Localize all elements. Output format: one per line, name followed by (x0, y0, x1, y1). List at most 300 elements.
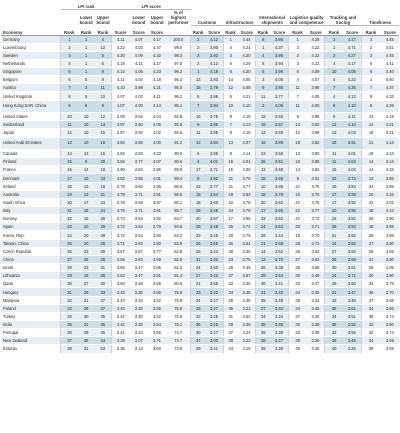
customs-rank-cell: 26 (191, 239, 205, 247)
score-lower-cell: 3.64 (130, 231, 148, 239)
pct-highest-cell: 83.9 (166, 239, 191, 247)
pct-highest-cell: 80.6 (166, 280, 191, 288)
logistics-quality-rank-cell: 22 (288, 207, 306, 215)
infrastructure-rank-cell: 26 (223, 239, 237, 247)
logistics-quality-rank-cell: 48 (288, 345, 306, 353)
rank-lower-cell: 10 (78, 137, 95, 150)
lpi-score-cell: 4.22 (111, 43, 129, 51)
timeliness-score-cell: 4.13 (381, 207, 399, 215)
customs-score-cell: 3.22 (205, 288, 223, 296)
infrastructure-rank-cell: 6 (223, 68, 237, 76)
logistics-quality-score-cell: 4.28 (307, 35, 325, 43)
lpi-rank-cell: 9 (61, 100, 78, 113)
table-row (1, 207, 399, 215)
customs-score-cell: 3.17 (205, 329, 223, 337)
score-lower-cell: 4.05 (130, 68, 148, 76)
score-lower-cell: 3.71 (130, 190, 148, 198)
lpi-score-cell: 4.11 (111, 35, 129, 43)
rank-upper-cell: 18 (95, 166, 112, 174)
logistics-quality-rank-cell: 6 (288, 68, 306, 76)
rank-lower-cell: 6 (78, 100, 95, 113)
score-header: Score (205, 25, 223, 35)
rank-upper-cell: 35 (95, 312, 112, 320)
shipments-score-cell: 3.86 (270, 51, 288, 59)
infrastructure-score-cell: 3.36 (238, 321, 256, 329)
tracking-score-cell: 4.04 (343, 166, 361, 174)
table-row (1, 255, 399, 263)
timeliness-rank-cell: 9 (361, 92, 381, 100)
tracking-score-cell: 4.11 (343, 113, 361, 121)
pct-highest-cell: 92.6 (166, 129, 191, 137)
pct-highest-cell: 95.0 (166, 84, 191, 92)
lpi-score-cell: 3.36 (111, 345, 129, 353)
logistics-quality-score-cell: 4.22 (307, 43, 325, 51)
customs-score-cell: 3.90 (205, 43, 223, 51)
score-lower-cell: 3.23 (130, 329, 148, 337)
logistics-quality-score-cell: 3.45 (307, 304, 325, 312)
infrastructure-rank-cell: 21 (223, 182, 237, 190)
customs-rank-cell: 32 (191, 312, 205, 320)
timeliness-rank-cell: 26 (361, 215, 381, 223)
economy-cell: India (1, 321, 61, 329)
shipments-score-cell: 3.67 (270, 121, 288, 129)
economy-cell: Canada (1, 150, 61, 158)
lpi-score-cell: 3.94 (111, 137, 129, 150)
shipments-rank-cell: 13 (256, 129, 270, 137)
logistics-quality-rank-cell: 27 (288, 255, 306, 263)
rank-lower-cell: 1 (78, 59, 95, 67)
shipments-rank-cell: 16 (256, 137, 270, 150)
shipments-score-cell: 3.66 (270, 174, 288, 182)
infrastructure-score-cell: 3.36 (238, 247, 256, 255)
customs-score-cell: 3.25 (205, 312, 223, 320)
customs-rank-cell: 2 (191, 59, 205, 67)
pct-highest-cell: 95.1 (166, 100, 191, 113)
logistics-quality-rank-cell: 3 (288, 59, 306, 67)
customs-score-cell: 3.55 (205, 280, 223, 288)
infrastructure-score-cell: 3.75 (238, 255, 256, 263)
infrastructure-rank-cell: 29 (223, 321, 237, 329)
tracking-rank-cell: 31 (325, 288, 343, 296)
shipments-score-cell: 3.70 (270, 255, 288, 263)
rank-lower-cell: 26 (78, 288, 95, 296)
infrastructure-score-cell: 3.95 (238, 215, 256, 223)
lpi-score-cell: 4.14 (111, 68, 129, 76)
customs-rank-cell: 6 (191, 121, 205, 129)
score-upper-cell: 3.55 (148, 304, 166, 312)
logistics-quality-rank-cell: 14 (288, 121, 306, 129)
infrastructure-score-cell: 3.78 (238, 198, 256, 206)
infrastructure-score-cell: 3.74 (238, 223, 256, 231)
economy-cell: Singapore (1, 68, 61, 76)
logistics-quality-score-cell: 3.68 (307, 264, 325, 272)
infrastructure-score-cell: 3.36 (238, 280, 256, 288)
tracking-rank-cell: 16 (325, 166, 343, 174)
lpi-score-cell: 3.43 (111, 288, 129, 296)
timeliness-score-cell: 4.37 (381, 84, 399, 92)
pct-highest-cell: 82.5 (166, 255, 191, 263)
rank-header: Rank (61, 25, 78, 35)
score-lower-cell: 3.13 (130, 345, 148, 353)
infrastructure-rank-cell: 13 (223, 137, 237, 150)
customs-rank-cell: 24 (191, 264, 205, 272)
shipments-rank-cell: 2 (256, 100, 270, 113)
logistics-quality-rank-cell: 30 (288, 321, 306, 329)
pct-highest-cell: 92.6 (166, 121, 191, 129)
economy-cell: Switzerland (1, 121, 61, 129)
customs-score-cell: 3.84 (205, 137, 223, 150)
infrastructure-rank-cell: 6 (223, 59, 237, 67)
timeliness-rank-cell: 22 (361, 198, 381, 206)
logistics-quality-score-cell: 4.01 (307, 174, 325, 182)
rank-lower-cell: 30 (78, 312, 95, 320)
logistics-quality-rank-cell: 4 (288, 76, 306, 84)
lpi-rank-cell: 27 (61, 255, 78, 263)
score-lower-cell: 3.98 (130, 84, 148, 92)
timeliness-rank-cell: 3 (361, 35, 381, 43)
lpi-rank-cell: 11 (61, 121, 78, 129)
score-lower-cell: 3.54 (130, 215, 148, 223)
shipments-score-cell: 4.05 (270, 76, 288, 84)
rank-lower-cell: 5 (78, 92, 95, 100)
rank-upper-cell: 28 (95, 231, 112, 239)
table-row (1, 296, 399, 304)
customs-score-cell: 3.75 (205, 113, 223, 121)
score-lower-cell: 3.62 (130, 239, 148, 247)
lpi-rank-cell: 1 (61, 35, 78, 43)
shipments-rank-cell: 35 (256, 321, 270, 329)
customs-rank-cell: 23 (191, 231, 205, 239)
lpi-rank-cell: 29 (61, 272, 78, 280)
tracking-rank-cell: 11 (325, 158, 343, 166)
tracking-rank-cell: 40 (325, 345, 343, 353)
infrastructure-score-cell: 4.14 (238, 150, 256, 158)
logistics-quality-rank-cell: 35 (288, 296, 306, 304)
tracking-score-cell: 3.92 (343, 239, 361, 247)
rank-lower-cell: 13 (78, 182, 95, 190)
rank-lower-cell: 9 (78, 158, 95, 166)
logistics-quality-score-cell: 3.62 (307, 247, 325, 255)
rank-lower-cell: 15 (78, 215, 95, 223)
customs-score-cell: 4.18 (205, 68, 223, 76)
timeliness-rank-cell: 34 (361, 304, 381, 312)
table-row (1, 264, 399, 272)
infrastructure-rank-cell: 8 (223, 113, 237, 121)
table-row (1, 345, 399, 353)
customs-score-cell: 3.50 (205, 264, 223, 272)
score-lower-cell: 3.30 (130, 288, 148, 296)
score-lower-cell: 3.34 (130, 296, 148, 304)
timeliness-rank-cell: 5 (361, 59, 381, 67)
shipments-rank-cell: 1 (256, 43, 270, 51)
lpi-rank-cell: 30 (61, 280, 78, 288)
infrastructure-score-cell: 4.08 (238, 84, 256, 92)
rank-upper-cell: 21 (95, 190, 112, 198)
table-row (1, 280, 399, 288)
customs-score-cell: 3.55 (205, 239, 223, 247)
logistics-quality-score-cell: 3.84 (307, 166, 325, 174)
timeliness-rank-cell: 32 (361, 280, 381, 288)
score-upper-cell: 4.17 (148, 35, 166, 43)
score-lower-cell: 3.30 (130, 304, 148, 312)
infrastructure-score-cell: 3.48 (238, 288, 256, 296)
lpi-score-cell: 3.39 (111, 337, 129, 345)
timeliness-rank-cell: 2 (361, 43, 381, 51)
shipments-rank-cell: 12 (256, 255, 270, 263)
lpi-score-cell: 3.72 (111, 223, 129, 231)
infrastructure-score-cell: 3.75 (238, 174, 256, 182)
economy-cell: Czech Republic (1, 247, 61, 255)
logistics-quality-header: Logistics quality and competence (288, 0, 324, 25)
infrastructure-rank-cell: 4 (223, 43, 237, 51)
tracking-score-cell: 3.74 (343, 174, 361, 182)
infrastructure-rank-cell: 21 (223, 174, 237, 182)
lpi-rank-cell: 10 (61, 113, 78, 121)
infrastructure-score-cell: 3.18 (238, 345, 256, 353)
score-lower-cell: 3.77 (130, 158, 148, 166)
lpi-score-cell: 4.11 (111, 76, 129, 84)
timeliness-score-cell: 4.40 (381, 68, 399, 76)
shipments-score-cell: 3.65 (270, 207, 288, 215)
rank-lower-cell: 10 (78, 121, 95, 129)
infrastructure-score-cell: 4.07 (238, 137, 256, 150)
lpi-rank-cell: 13 (61, 137, 78, 150)
logistics-quality-rank-cell: 20 (288, 223, 306, 231)
shipments-rank-cell: 31 (256, 288, 270, 296)
customs-rank-cell: 3 (191, 51, 205, 59)
timeliness-score-cell: 4.16 (381, 190, 399, 198)
score-lower-cell: 3.83 (130, 150, 148, 158)
rank-upper-cell: 16 (95, 150, 112, 158)
pct-highest-cell: 74.7 (166, 337, 191, 345)
shipments-score-cell: 3.68 (270, 166, 288, 174)
logistics-quality-score-cell: 3.39 (307, 321, 325, 329)
rank-lower-cell: 10 (78, 174, 95, 182)
shipments-score-cell: 3.36 (270, 321, 288, 329)
score-upper-cell: 3.79 (148, 223, 166, 231)
customs-rank-cell: 28 (191, 223, 205, 231)
tracking-score-cell: 4.22 (343, 76, 361, 84)
shipments-score-cell: 3.34 (270, 312, 288, 320)
score-lower-cell: 3.86 (130, 137, 148, 150)
lpi-score-cell: 3.43 (111, 304, 129, 312)
tracking-rank-cell: 7 (325, 84, 343, 92)
rank-lower-cell: 1 (78, 43, 95, 51)
score-upper-cell: 4.18 (148, 76, 166, 84)
rank-lower-cell: 31 (78, 345, 95, 353)
tracking-score-cell: 3.92 (343, 198, 361, 206)
tracking-score-cell: 3.60 (343, 280, 361, 288)
customs-score-cell: 3.48 (205, 223, 223, 231)
pct-highest-cell: 85.7 (166, 207, 191, 215)
score-upper-cell: 3.52 (148, 312, 166, 320)
shipments-score-cell: 3.56 (270, 150, 288, 158)
shipments-rank-cell: 28 (256, 231, 270, 239)
shipments-score-cell: 4.05 (270, 100, 288, 113)
table-row (1, 129, 399, 137)
tracking-rank-cell: 4 (325, 59, 343, 67)
tracking-score-cell: 4.71 (343, 43, 361, 51)
customs-rank-cell: 25 (191, 247, 205, 255)
pct-highest-cell: 92.8 (166, 113, 191, 121)
score-upper-cell: 4.11 (148, 92, 166, 100)
pct-highest-cell: 90.5 (166, 150, 191, 158)
infrastructure-header: Infrastructure (223, 0, 256, 25)
shipments-score-cell: 3.51 (270, 158, 288, 166)
tracking-score-cell: 4.17 (343, 35, 361, 43)
score-upper-cell: 3.87 (148, 198, 166, 206)
tracking-score-cell: 3.82 (343, 215, 361, 223)
infrastructure-rank-cell: 35 (223, 304, 237, 312)
lpi-score-cell: 3.66 (111, 255, 129, 263)
customs-rank-cell: 33 (191, 288, 205, 296)
rank-upper-cell: 4 (95, 35, 112, 43)
lpi-rank-cell: 2 (61, 43, 78, 51)
lpi-rank-cell: 26 (61, 247, 78, 255)
score-lower-cell: 3.94 (130, 113, 148, 121)
tracking-score-cell: 4.14 (343, 121, 361, 129)
table-row (1, 59, 399, 67)
infrastructure-score-cell: 4.21 (238, 92, 256, 100)
tracking-rank-cell: 17 (325, 198, 343, 206)
score-lower-cell: 3.63 (130, 255, 148, 263)
tracking-score-cell: 3.84 (343, 247, 361, 255)
infrastructure-score-cell: 4.00 (238, 166, 256, 174)
tracking-rank-cell: 32 (325, 329, 343, 337)
customs-rank-cell: 16 (191, 113, 205, 121)
shipments-rank-cell: 16 (256, 190, 270, 198)
pct-highest-cell: 86.1 (166, 198, 191, 206)
rank-lower-cell: 23 (78, 264, 95, 272)
lpi-score-cell: 3.71 (111, 239, 129, 247)
rank-lower-cell: 17 (78, 198, 95, 206)
timeliness-rank-cell: 18 (361, 150, 381, 158)
customs-score-cell: 3.42 (205, 272, 223, 280)
score-upper-cell: 4.23 (148, 68, 166, 76)
economy-cell: Luxembourg (1, 43, 61, 51)
infrastructure-rank-cell: 16 (223, 158, 237, 166)
infrastructure-score-cell: 4.13 (238, 121, 256, 129)
lpi-score-cell: 4.10 (111, 84, 129, 92)
lpi-score-cell: 3.82 (111, 174, 129, 182)
lpi-rank-cell: 37 (61, 337, 78, 345)
timeliness-rank-cell: 32 (361, 329, 381, 337)
table-row (1, 68, 399, 76)
rank-lower-cell: 26 (78, 255, 95, 263)
table-row (1, 198, 399, 206)
logistics-quality-score-cell: 3.73 (307, 215, 325, 223)
score-upper-cell: 3.54 (148, 321, 166, 329)
score-upper-cell: 3.91 (148, 190, 166, 198)
score-header: Score (270, 25, 288, 35)
score-upper-cell: 4.02 (148, 129, 166, 137)
score-lower-cell: 4.02 (130, 43, 148, 51)
economy-cell: United Arab Emirates (1, 137, 61, 150)
customs-rank-cell: 18 (191, 198, 205, 206)
customs-rank-cell: 29 (191, 207, 205, 215)
score-upper-cell: 3.69 (148, 255, 166, 263)
shipments-rank-cell: 39 (256, 329, 270, 337)
customs-rank-cell: 18 (191, 190, 205, 198)
tracking-rank-cell: 22 (325, 215, 343, 223)
pct-highest-cell: 75.1 (166, 321, 191, 329)
customs-score-cell: 3.32 (205, 255, 223, 263)
rank-upper-cell: 23 (95, 174, 112, 182)
lpi-rank-cell: 3 (61, 51, 78, 59)
infrastructure-rank-cell: 22 (223, 198, 237, 206)
economy-cell: New Zealand (1, 337, 61, 345)
tracking-rank-cell: 26 (325, 223, 343, 231)
lpi-rank-cell: 36 (61, 329, 78, 337)
score-upper-cell: 3.85 (148, 264, 166, 272)
customs-rank-cell: 5 (191, 92, 205, 100)
economy-cell: Poland (1, 304, 61, 312)
rank-upper-cell: 20 (95, 158, 112, 166)
infrastructure-score-cell: 4.24 (238, 43, 256, 51)
logistics-quality-score-cell: 3.99 (307, 129, 325, 137)
score-lower-cell: 3.48 (130, 280, 148, 288)
infrastructure-rank-cell: 25 (223, 223, 237, 231)
timeliness-rank-cell: 14 (361, 121, 381, 129)
timeliness-score-cell: 4.02 (381, 198, 399, 206)
infrastructure-rank-cell: 14 (223, 76, 237, 84)
logistics-quality-rank-cell: 28 (288, 264, 306, 272)
rank-upper-cell: 28 (95, 255, 112, 263)
infrastructure-score-cell: 3.22 (238, 337, 256, 345)
customs-rank-cell: 6 (191, 150, 205, 158)
infrastructure-rank-cell: 24 (223, 207, 237, 215)
table-row (1, 231, 399, 239)
tracking-score-cell: 3.86 (343, 207, 361, 215)
customs-score-cell: 4.12 (205, 59, 223, 67)
rank-upper-cell: 11 (95, 84, 112, 92)
tracking-rank-cell: 1 (325, 43, 343, 51)
tracking-rank-cell: 4 (325, 92, 343, 100)
rank-lower-cell: 20 (78, 231, 95, 239)
tracking-rank-cell: 11 (325, 150, 343, 158)
shipments-score-cell: 3.34 (270, 304, 288, 312)
shipments-rank-cell: 23 (256, 150, 270, 158)
score-upper-cell: 3.60 (148, 345, 166, 353)
infrastructure-score-cell: 3.24 (238, 329, 256, 337)
timeliness-rank-cell: 33 (361, 321, 381, 329)
rank-lower-cell: 35 (78, 337, 95, 345)
timeliness-score-cell: 3.86 (381, 174, 399, 182)
score-lower-cell: 3.30 (130, 312, 148, 320)
score-upper-cell: 4.00 (148, 137, 166, 150)
lpi-score-cell: 4.07 (111, 100, 129, 113)
timeliness-score-cell: 4.14 (381, 158, 399, 166)
shipments-rank-cell: 3 (256, 76, 270, 84)
customs-rank-cell: 8 (191, 174, 205, 182)
lpi-rank-cell: 19 (61, 190, 78, 198)
shipments-rank-cell: 32 (256, 215, 270, 223)
shipments-rank-cell: 35 (256, 296, 270, 304)
timeliness-rank-cell: 25 (361, 247, 381, 255)
economy-cell: Austria (1, 84, 61, 92)
tracking-score-cell: 4.27 (343, 51, 361, 59)
score-upper-cell: 4.06 (148, 121, 166, 129)
customs-rank-cell: 15 (191, 84, 205, 92)
shipments-rank-cell: 34 (256, 312, 270, 320)
tracking-header: Tracking and tracing (325, 0, 361, 25)
pct-highest-cell: 84.2 (166, 231, 191, 239)
table-row (1, 223, 399, 231)
rank-upper-cell: 38 (95, 272, 112, 280)
tracking-rank-cell: 8 (325, 100, 343, 113)
score-upper-cell: 3.69 (148, 280, 166, 288)
economy-cell: Portugal (1, 329, 61, 337)
